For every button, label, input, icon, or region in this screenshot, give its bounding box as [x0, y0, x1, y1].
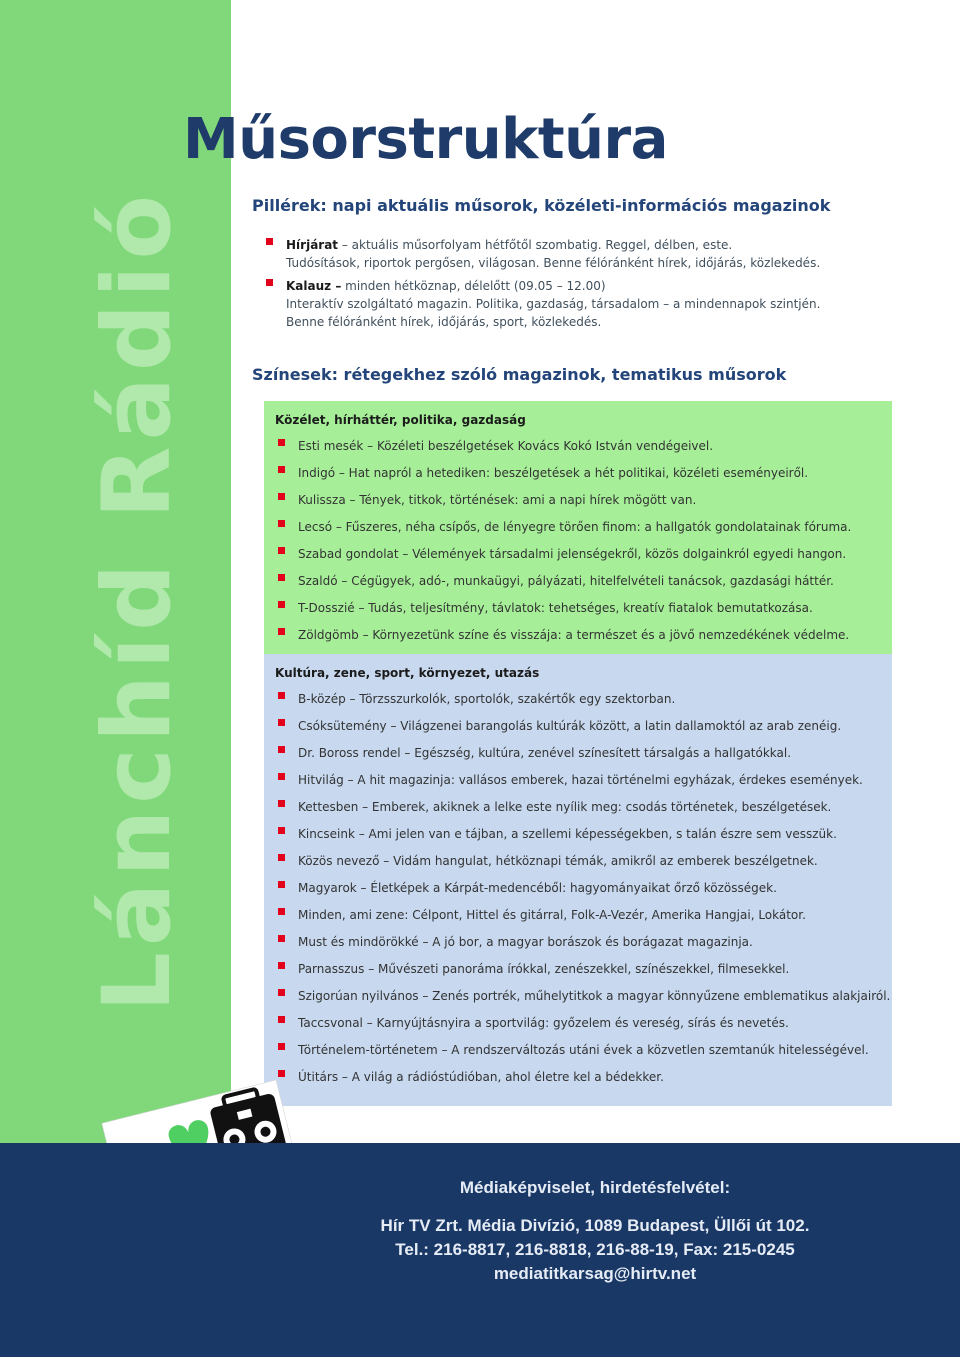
show-item	[275, 1068, 880, 1095]
show-item-text: Magyarok – Életképek a Kárpát-medencéből: hagyományaikat őrző közösségek.	[298, 881, 777, 895]
show-item	[275, 599, 880, 626]
red-square-bullet-icon	[278, 601, 285, 608]
pillars-heading: Pillérek: napi aktuális műsorok, közéleti-információs magazinok	[252, 196, 831, 215]
red-square-bullet-icon	[278, 692, 285, 699]
show-item-text: B-közép – Törzsszurkolók, sportolók, szakértők egy szektorban.	[298, 692, 676, 706]
show-list	[275, 437, 880, 653]
red-square-bullet-icon	[278, 746, 285, 753]
show-item-text: T-Dosszié – Tudás, teljesítmény, távlatok: tehetséges, kreatív fiatalok bemutatkozása.	[298, 601, 813, 615]
red-square-bullet-icon	[278, 908, 285, 915]
public-affairs-box	[264, 401, 892, 654]
red-square-bullet-icon	[278, 935, 285, 942]
red-square-bullet-icon	[278, 547, 285, 554]
culture-box	[264, 654, 892, 1106]
pillar-line	[286, 277, 866, 295]
pillar-desc-line: Tudósítások, riportok pergősen, világosan. Benne félóránként hírek, időjárás, közlekedés.	[286, 256, 821, 270]
colorful-heading: Színesek: rétegekhez szóló magazinok, tematikus műsorok	[252, 365, 787, 384]
pillar-desc-line: Interaktív szolgáltató magazin. Politika, gazdaság, társadalom – a mindennapok szintjén.	[286, 297, 821, 311]
show-item-text: Kulissza – Tények, titkok, történések: ami a napi hírek mögött van.	[298, 493, 697, 507]
red-square-bullet-icon	[278, 466, 285, 473]
red-square-bullet-icon	[278, 1016, 285, 1023]
show-item	[275, 852, 880, 879]
show-item	[275, 1014, 880, 1041]
show-item-text: Történelem-történetem – A rendszerváltozás utáni évek a közvetlen szemtanúk hitelességével.	[298, 1043, 869, 1057]
footer-title: Médiaképviselet, hirdetésfelvétel:	[459, 1178, 731, 1197]
page-title: Műsorstruktúra	[183, 107, 668, 172]
pillar-desc: – aktuális műsorfolyam hétfőtől szombatig. Reggel, délben, este.	[338, 238, 733, 252]
red-square-bullet-icon	[278, 962, 285, 969]
pillar-desc: minden hétköznap, délelőtt (09.05 – 12.00)	[341, 279, 606, 293]
show-item	[275, 798, 880, 825]
red-square-bullet-icon	[278, 773, 285, 780]
show-item	[275, 987, 891, 1014]
show-item	[275, 1041, 880, 1068]
show-item	[275, 545, 880, 572]
pillar-list	[266, 236, 866, 336]
pillar-line	[286, 236, 866, 254]
show-item-text: Szaldó – Cégügyek, adó-, munkaügyi, pályázati, hitelfelvételi tanácsok, gazdasági háttér.	[298, 574, 834, 588]
show-item	[275, 437, 880, 464]
red-square-bullet-icon	[278, 800, 285, 807]
red-square-bullet-icon	[278, 1043, 285, 1050]
show-item-text: Csóksütemény – Világzenei barangolás kultúrák között, a latin dallamoktól az arab zenéig.	[298, 719, 842, 733]
pillar-name: Hírjárat	[286, 238, 339, 252]
show-item	[275, 744, 880, 771]
show-item-text: Must és mindörökké – A jó bor, a magyar borászok és borágazat magazinja.	[298, 935, 753, 949]
pillar-desc-line: Benne félóránként hírek, időjárás, sport, közlekedés.	[286, 315, 602, 329]
red-square-bullet-icon	[278, 439, 285, 446]
show-item-text: Kincseink – Ami jelen van e tájban, a szellemi képességekben, s talán észre sem vesszük.	[298, 827, 837, 841]
show-item	[275, 690, 880, 717]
show-list	[275, 690, 891, 1095]
show-item	[275, 906, 880, 933]
red-square-bullet-icon	[278, 628, 285, 635]
red-square-bullet-icon	[278, 989, 285, 996]
show-item-text: Zöldgömb – Környezetünk színe és visszája: a természet és a jövő nemzedékének védelme.	[298, 628, 850, 642]
show-item	[275, 626, 880, 653]
box-title: Közélet, hírháttér, politika, gazdaság	[275, 413, 526, 427]
red-square-bullet-icon	[266, 238, 273, 245]
footer-company: Hír TV Zrt. Média Divízió, 1089 Budapest, Üllői út 102.	[380, 1216, 810, 1235]
show-item	[275, 491, 880, 518]
show-item-text: Dr. Boross rendel – Egészség, kultúra, zenével színesített társalgás a hallgatókkal.	[298, 746, 792, 760]
red-square-bullet-icon	[278, 520, 285, 527]
pillar-name: Kalauz –	[286, 279, 342, 293]
show-item-text: Hitvilág – A hit magazinja: vallásos emberek, hazai történelmi egyházak, érdekes események.	[298, 773, 863, 787]
show-item	[275, 933, 880, 960]
box-title: Kultúra, zene, sport, környezet, utazás	[275, 666, 540, 680]
show-item	[275, 825, 880, 852]
show-item	[275, 464, 880, 491]
show-item-text: Indigó – Hat napról a hetediken: beszélgetések a hét politikai, közéleti eseményeiről.	[298, 466, 809, 480]
red-square-bullet-icon	[278, 719, 285, 726]
red-square-bullet-icon	[278, 574, 285, 581]
red-square-bullet-icon	[278, 1070, 285, 1077]
show-item-text: Kettesben – Emberek, akiknek a lelke este nyílik meg: csodás történetek, beszélgetések.	[298, 800, 832, 814]
red-square-bullet-icon	[278, 854, 285, 861]
show-item-text: Szigorúan nyilvános – Zenés portrék, műhelytitkok a magyar könnyűzene emblematikus alakjairól.	[298, 989, 891, 1003]
show-item	[275, 717, 880, 744]
red-square-bullet-icon	[278, 493, 285, 500]
red-square-bullet-icon	[278, 881, 285, 888]
show-item-text: Szabad gondolat – Vélemények társadalmi jelenségekről, közös dolgainkról egyedi hangon.	[298, 547, 847, 561]
show-item-text: Lecsó – Fűszeres, néha csípős, de lényegre törően finom: a hallgatók gondolatainak fóruma.	[298, 520, 852, 534]
red-square-bullet-icon	[266, 279, 273, 286]
vertical-brand-text: Lánchíd Rádió	[83, 188, 192, 1012]
show-item	[275, 879, 880, 906]
footer-phone: Tel.: 216-8817, 216-8818, 216-88-19, Fax: 215-0245	[395, 1240, 795, 1259]
footer	[0, 1143, 960, 1357]
pillar-item-hirjarat	[266, 236, 866, 272]
show-item	[275, 572, 880, 599]
show-item	[275, 518, 880, 545]
show-item-text: Útitárs – A világ a rádióstúdióban, ahol életre kel a bédekker.	[298, 1070, 664, 1084]
show-item	[275, 771, 880, 798]
show-item	[275, 960, 880, 987]
show-item-text: Parnasszus – Művészeti panoráma írókkal, zenészekkel, színészekkel, filmesekkel.	[298, 962, 790, 976]
footer-email[interactable]: mediatitkarsag@hirtv.net	[493, 1264, 697, 1283]
show-item-text: Taccsvonal – Karnyújtásnyira a sportvilág: győzelem és vereség, sírás és nevetés.	[298, 1016, 789, 1030]
red-square-bullet-icon	[278, 827, 285, 834]
show-item-text: Minden, ami zene: Célpont, Hittel és gitárral, Folk-A-Vezér, Amerika Hangjai, Lokátor.	[298, 908, 806, 922]
pillar-item-kalauz	[266, 277, 866, 331]
show-item-text: Esti mesék – Közéleti beszélgetések Kovács Kokó István vendégeivel.	[298, 439, 714, 453]
show-item-text: Közös nevező – Vidám hangulat, hétköznapi témák, amikről az emberek beszélgetnek.	[298, 854, 818, 868]
